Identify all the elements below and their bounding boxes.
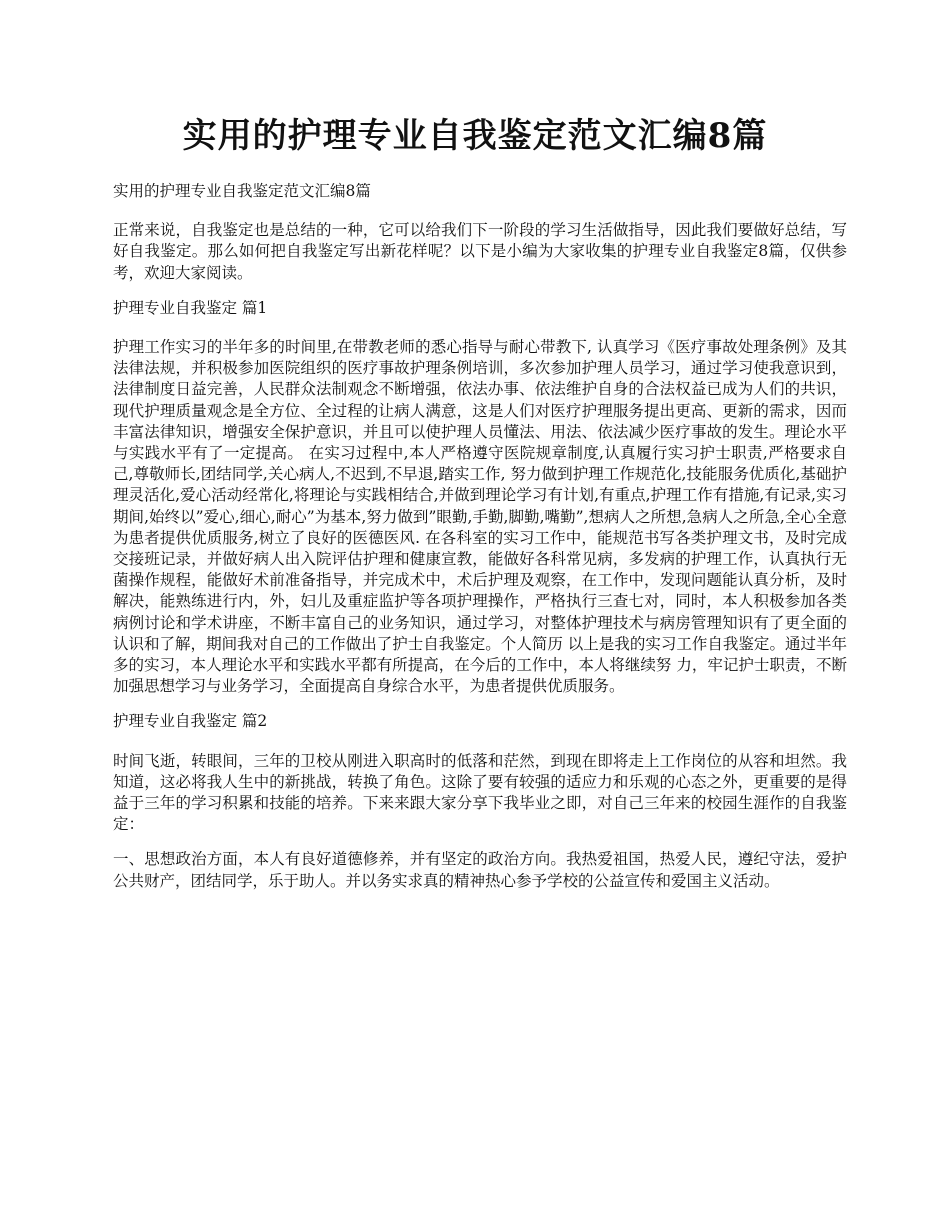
document-body: [113, 181, 847, 906]
section-2-paragraph: 时间飞逝，转眼间，三年的卫校从刚进入职高时的低落和茫然，到现在即将走上工作岗位的从容和坦然。我知道，这必将我人生中的新挑战，转换了角色。这除了要有较强的适应力和乐观的心态之外，更重要的是得益于三年的学习积累和技能的培养。下来来跟大家分享下我毕业之即，对自己三年来的校园生涯作的自我鉴定：: [113, 751, 847, 834]
document-title: 实用的护理专业自我鉴定范文汇编8篇: [182, 116, 768, 156]
section-heading-1: 护理专业自我鉴定 篇1: [113, 298, 268, 317]
section-1-paragraph: 护理工作实习的半年多的时间里,在带教老师的悉心指导与耐心带教下, 认真学习《医疗事故处理条例》及其法律法规，并积极参加医院组织的医疗事故护理条例培训，多次参加护理人员学习，通过学习使我意识到，法律制度日益完善，人民群众法制观念不断增强，依法办事、依法维护自身的合法权益已成为人们的共识，现代护理质量观念是全方位、全过程的让病人满意，这是人们对医疗护理服务提出更高、更新的需求，因而丰富法律知识，增强安全保护意识，并且可以使护理人员懂法、用法、依法减少医疗事故的发生。理论水平与实践水平有了一定提高。 在实习过程中,本人严格遵守医院规章制度,认真履行实习护士职责,严格要求自己,尊敬师长,团结同学,关心病人,不迟到,不早退,踏实工作, 努力做到护理工作规范化,技能服务优质化,基础护理灵活化,爱心活动经常化,将理论与实践相结合,并做到理论学习有计划,有重点,护理工作有措施,有记录,实习期间,始终以”爱心,细心,耐心”为基本,努力做到”眼勤,手勤,脚勤,嘴勤”,想病人之所想,急病人之所急,全心全意为患者提供优质服务,树立了良好的医德医风. 在各科室的实习工作中，能规范书写各类护理文书，及时完成交接班记录，并做好病人出入院评估护理和健康宣教，能做好各科常见病，多发病的护理工作，认真执行无菌操作规程，能做好术前准备指导，并完成术中，术后护理及观察，在工作中，发现问题能认真分析，及时解决，能熟练进行内，外，妇儿及重症监护等各项护理操作，严格执行三查七对，同时，本人积极参加各类病例讨论和学术讲座，不断丰富自己的业务知识，通过学习，对整体护理技术与病房管理知识有了更全面的认识和了解，期间我对自己的工作做出了护士自我鉴定。个人简历 以上是我的实习工作自我鉴定。通过半年多的实习，本人理论水平和实践水平都有所提高，在今后的工作中，本人将继续努 力，牢记护士职责，不断加强思想学习与业务学习，全面提高自身综合水平，为患者提供优质服务。: [113, 338, 847, 696]
section-heading-2: 护理专业自我鉴定 篇2: [113, 712, 268, 731]
intro-paragraph: 正常来说，自我鉴定也是总结的一种，它可以给我们下一阶段的学习生活做指导，因此我们要做好总结，写好自我鉴定。那么如何把自我鉴定写出新花样呢？以下是小编为大家收集的护理专业自我鉴定8篇，仅供参考，欢迎大家阅读。: [113, 221, 847, 282]
section-2-item-1: 一、思想政治方面，本人有良好道德修养，并有坚定的政治方向。我热爱祖国，热爱人民，遵纪守法，爱护公共财产，团结同学，乐于助人。并以务实求真的精神热心参予学校的公益宣传和爱国主义活动。: [113, 850, 847, 890]
subtitle-paragraph: 实用的护理专业自我鉴定范文汇编8篇: [113, 182, 371, 200]
